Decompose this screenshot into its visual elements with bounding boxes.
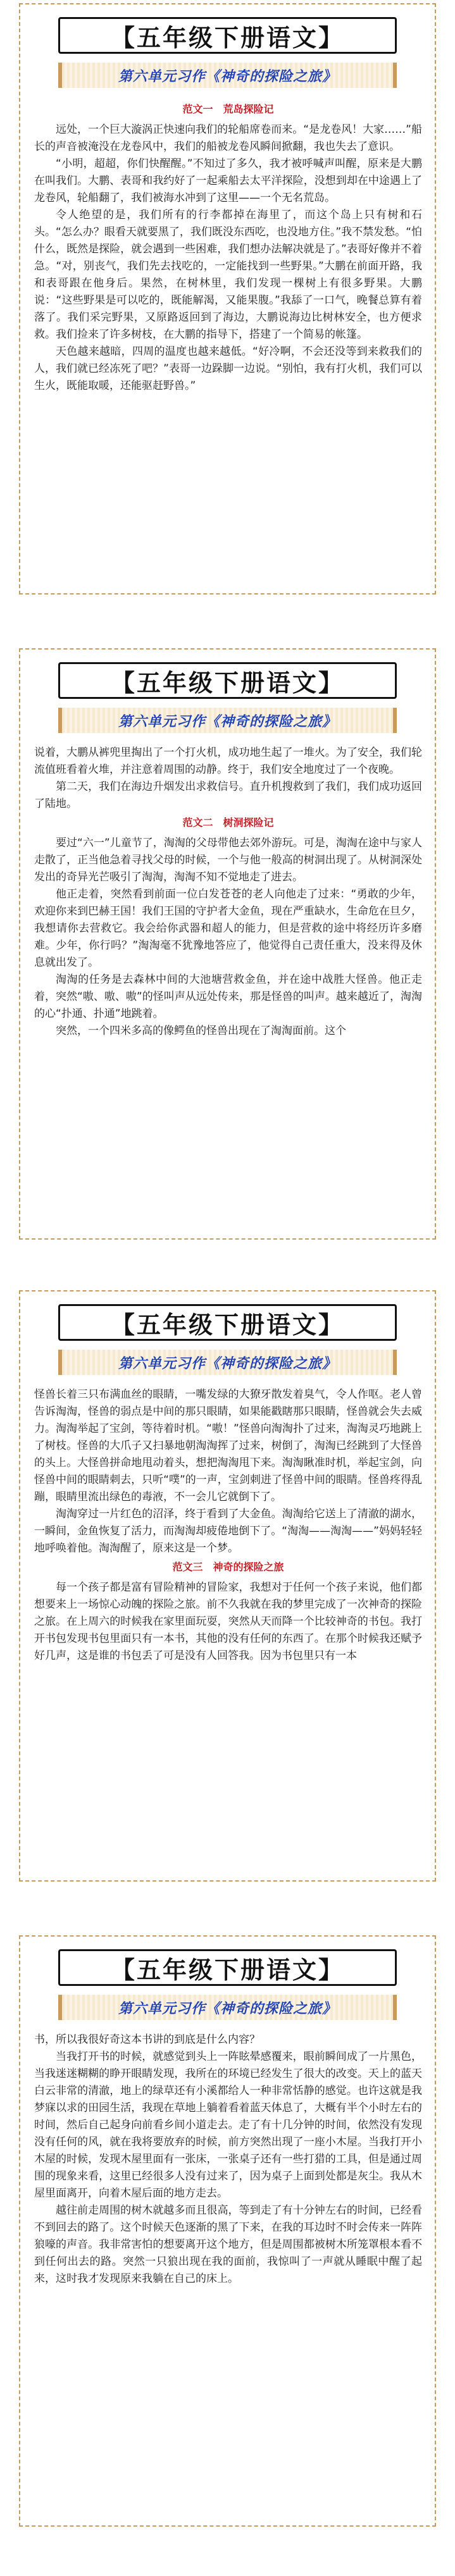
paragraph: 远处，一个巨大漩涡正快速向我们的轮船席卷而来。“是龙卷风！大家……”船长的声音被淹没在龙卷风中，我们的船被龙卷风瞬间掀翻，我也失去了意识。 — [34, 123, 422, 153]
page-title: 【五年级下册语文】 — [58, 662, 397, 699]
article-card-3 — [19, 1290, 436, 1882]
unit-subtitle: 第六单元习作《神奇的探险之旅》 — [118, 713, 337, 730]
paragraph: 每一个孩子都是富有冒险精神的冒险家，我想对于任何一个孩子来说，他们都想要来上一场惊心动魄的探险之旅。前不久我就在我的梦里完成了一次神奇的探险之旅。在上周六的时候我在家里面玩耍，突然从天而降一个比较神奇的书包。我打开书包发现书包里面只有一本书，其他的没有任何的东西了。在那个时候我还赋予好几声，这是谁的书包丢了可是没有人回答我。因为书包里只有一本 — [34, 1581, 422, 1662]
paragraph: 第二天，我们在海边升烟发出求救信号。直升机搜救到了我们，我们成功返回了陆地。 — [34, 780, 422, 810]
article-text — [34, 99, 422, 586]
page-title: 【五年级下册语文】 — [58, 1304, 397, 1341]
essay-heading: 范文一 荒岛探险记 — [182, 103, 274, 115]
paragraph: 当我打开书的时候，就感觉到头上一阵眩晕感覆来，眼前瞬间成了一片黑色，当我迷迷糊糊的睁开眼睛发现，我所在的环境已经发生了很大的改变。天上的蓝天白云非常的清澈，地上的绿草还有小溪都给人一种非常恬静的感觉。也许这就是我梦寐以求的田园生活，我现在草地上躺着看着蓝天体息了，大概有半个小时左右的时间，然后自己起身向前看乡间小道走去。走了有十几分钟的时间，依然没有发现没有任何的风，就在我将要放弃的时候，前方突然出现了一座小木屋。当我打开小木屋的时候，发现木屋里面有一张床，一张桌子还有一些打猎的工具，但是通过周围的现象来看，这里已经很多人没有过来了，因为桌子上面到处都是灰尘。我从木屋里面离开，向着木屋后面的地方走去。 — [34, 2050, 422, 2200]
unit-subtitle: 第六单元习作《神奇的探险之旅》 — [118, 68, 337, 85]
essay-heading: 范文三 神奇的探险之旅 — [172, 1561, 284, 1573]
paragraph: 他正走着，突然看到前面一位白发苍苍的老人向他走了过来：“勇敢的少年，欢迎你来到巴赫王国！我们王国的守护者大金鱼，现在严重缺水，生命危在旦夕，我想请你去营救它。我会给你武器和超人的能力，但是营救的途中将经历许多磨难。少年，你行吗？”淘淘毫不犹豫地答应了，他觉得自己责任重大，没来得及休息就出发了。 — [34, 888, 422, 969]
unit-subtitle-banner — [58, 63, 397, 88]
essay-heading: 范文二 树洞探险记 — [182, 817, 274, 829]
paragraph: 突然，一个四米多高的像鳄鱼的怪兽出现在了淘淘面前。这个 — [56, 1025, 346, 1037]
paragraph: 淘淘穿过一片红色的沼泽，终于看到了大金鱼。淘淘给它送上了清澈的湖水，一瞬间，金鱼恢复了活力，而淘淘却疲倦地倒下了。“淘淘——淘淘——”妈妈轻轻地呼唤着他。淘淘醒了，原来这是一个梦。 — [34, 1508, 422, 1555]
paragraph: 淘淘的任务是去森林中间的大池塘营救金鱼，并在途中战胜大怪兽。他正走着，突然“嗷、嗷、嗷”的怪叫声从远处传来，那是怪兽的叫声。越来越近了，淘淘的心“扑通、扑通”地跳着。 — [34, 973, 422, 1020]
article-text — [34, 2031, 422, 2518]
article-card-2 — [19, 648, 436, 1240]
page-title: 【五年级下册语文】 — [58, 1949, 397, 1986]
paragraph: 说着，大鹏从裤兜里掏出了一个打火机，成功地生起了一堆火。为了安全，我们轮流值班看着火堆，并注意着周围的动静。终于，我们安全地度过了一个夜晚。 — [34, 746, 422, 776]
unit-subtitle-banner — [58, 708, 397, 733]
unit-subtitle-banner — [58, 1350, 397, 1375]
unit-subtitle-banner — [58, 1995, 397, 2020]
unit-subtitle: 第六单元习作《神奇的探险之旅》 — [118, 2000, 337, 2017]
paragraph: “小明，超超，你们快醒醒。”不知过了多久，我才被呼喊声叫醒，原来是大鹏在叫我们。大鹏、表哥和我约好了一起乘船去太平洋探险，没想到却在中途遇上了龙卷风，轮船翻了，我们被海水冲到了这里——一个无名荒岛。 — [34, 157, 422, 204]
paragraph: 要过“六一”儿童节了，淘淘的父母带他去郊外游玩。可是，淘淘在途中与家人走散了，正当他急着寻找父母的时候，一个与他一般高的树洞出现了。从树洞深处发出的奇异光芒吸引了淘淘，淘淘不知不觉地走了进去。 — [34, 837, 422, 884]
paragraph: 越往前走周围的树木就越多而且很高，等到走了有十分钟左右的时间，已经看不到回去的路了。这个时候天色逐渐的黑了下来，在我的耳边时不时会传来一阵阵狼嚎的声音。我非常害怕的想要离开这个地方，但是周围都被树木所笼罩根本看不到任何出去的路。突然一只狼出现在我的面前，我惊叫了一声就从睡眠中醒了起来，这时我才发现原来我躺在自己的床上。 — [34, 2204, 422, 2285]
article-card-4 — [19, 1935, 436, 2527]
paragraph: 怪兽长着三只布满血丝的眼睛，一嘴发绿的大獠牙散发着臭气，令人作呕。老人曾告诉淘淘，怪兽的弱点是中间的那只眼睛，如果能戳瞎那只眼睛，怪兽就会失去威力。淘淘举起了宝剑，等待着时机。“嗷！”怪兽向淘淘扑了过来，淘淘灵巧地跳上了树枝。怪兽的大爪子又扫暴地朝淘淘挥了过来，树倒了，淘淘已经跳到了大怪兽的头上。大怪兽拼命地甩动着头，想把淘淘甩下来。淘淘瞅准时机，举起宝剑，向怪兽中间的眼睛刺去，只听“噗”的一声，宝剑刺进了怪兽中间的眼睛。怪兽疼得乱蹦，眼睛里流出绿色的毒液，不一会儿它就倒下了。 — [34, 1388, 422, 1503]
unit-subtitle: 第六单元习作《神奇的探险之旅》 — [118, 1355, 337, 1372]
article-text — [34, 744, 422, 1231]
article-card-1 — [19, 3, 436, 595]
paragraph: 令人绝望的是，我们所有的行李都掉在海里了，而这个岛上只有树和石头。“怎么办？眼看天就要黑了，我们既没东西吃，也没地方住。”我不禁发愁。“怕什么，既然是探险，就会遇到一些困难，我们想办法解决就是了。”表哥好像并不着急。“对，别丧气，我们先去找吃的，一定能找到一些野果。”大鹏在前面开路，我和表哥跟在他身后。果然，在树林里，我们发现一棵树上有很多野果。大鹏说：“这些野果是可以吃的，既能解渴，又能果腹。”我舔了一口气，晚餐总算有着落了。我们采完野果，又原路返回到了海边，大鹏说海边比树林安全，也方便求救。我们捡来了许多树枝，在大鹏的指导下，搭建了一个简易的帐篷。 — [34, 209, 422, 341]
article-text — [34, 1386, 422, 1873]
paragraph: 书，所以我很好奇这本书讲的到底是什么内容？ — [34, 2033, 260, 2046]
page-title: 【五年级下册语文】 — [58, 17, 397, 54]
paragraph: 天色越来越暗，四周的温度也越来越低。“好冷啊，不会还没等到来救我们的人，我们就已经冻死了吧？”表哥一边跺脚一边说。“别怕，我有打火机，我们可以生火，既能取暖，还能驱赶野兽。” — [34, 345, 422, 392]
